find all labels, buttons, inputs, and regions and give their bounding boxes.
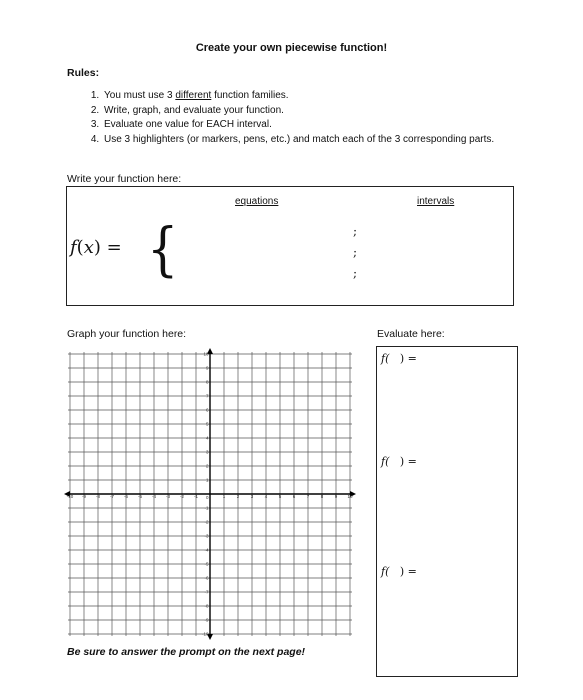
y-tick-label: 8: [205, 379, 209, 385]
y-tick-label: -8: [204, 603, 209, 609]
x-tick-label: 1: [222, 494, 226, 499]
rule-item: 1. You must use 3 different function families.: [102, 89, 522, 104]
curly-brace: {: [147, 215, 179, 283]
x-tick-label: 7: [306, 494, 310, 499]
x-tick-label: -10: [66, 494, 74, 499]
y-tick-label: -6: [204, 575, 209, 581]
evaluate-item: f( ) =: [381, 455, 417, 468]
y-tick-label: 3: [205, 449, 209, 455]
x-tick-label: -6: [123, 494, 129, 499]
page-title: Create your own piecewise function!: [195, 42, 388, 54]
y-tick-label: 1: [205, 477, 209, 483]
x-tick-label: 9: [334, 494, 338, 499]
footer-note: Be sure to answer the prompt on the next page!: [67, 646, 306, 658]
y-tick-label: -1: [204, 505, 209, 511]
x-tick-label: -5: [137, 494, 143, 499]
x-tick-label: 2: [236, 494, 240, 499]
y-tick-label: 4: [205, 435, 209, 441]
y-tick-label: 10: [203, 351, 209, 357]
equations-header: equations: [235, 196, 279, 207]
rule-item: 2. Write, graph, and evaluate your function.: [102, 104, 522, 119]
graph-label: Graph your function here:: [67, 328, 187, 340]
y-tick-label: -5: [204, 561, 209, 567]
function-label: f(x) =: [70, 237, 122, 258]
x-tick-label: -2: [179, 494, 185, 499]
x-tick-label: 6: [292, 494, 296, 499]
interval-separator: ;: [353, 224, 358, 238]
y-tick-label: -4: [204, 547, 209, 553]
coordinate-grid[interactable]: [64, 348, 356, 640]
x-tick-label: 8: [320, 494, 324, 499]
rules-list: [74, 89, 522, 147]
x-tick-label: -8: [95, 494, 101, 499]
rules-heading: Rules:: [67, 67, 100, 79]
origin-label: 0: [205, 495, 209, 500]
x-tick-label: -9: [81, 494, 87, 499]
y-tick-label: -9: [204, 617, 209, 623]
x-tick-label: -1: [193, 494, 199, 499]
x-tick-label: 5: [278, 494, 282, 499]
evaluate-item: f( ) =: [381, 352, 417, 365]
y-tick-label: 2: [205, 463, 209, 469]
evaluate-item: f( ) =: [381, 565, 417, 578]
x-tick-label: -7: [109, 494, 115, 499]
y-tick-label: -2: [204, 519, 209, 525]
y-tick-label: -7: [204, 589, 209, 595]
intervals-header: intervals: [417, 196, 455, 207]
y-tick-label: 5: [205, 421, 209, 427]
x-tick-label: -4: [151, 494, 157, 499]
rule-item: 3. Evaluate one value for EACH interval.: [102, 118, 522, 133]
y-tick-label: -3: [204, 533, 209, 539]
y-tick-label: 6: [205, 407, 209, 413]
y-tick-label: 9: [205, 365, 209, 371]
y-tick-label: 7: [205, 393, 209, 399]
x-tick-label: 10: [347, 494, 353, 499]
function-box-label: Write your function here:: [67, 173, 182, 185]
evaluate-box[interactable]: [376, 346, 518, 677]
interval-separator: ;: [353, 245, 358, 259]
rule-item: 4. Use 3 highlighters (or markers, pens, etc.) and match each of the 3 corresponding parts.: [102, 133, 522, 148]
x-tick-label: 4: [264, 494, 268, 499]
x-tick-label: -3: [165, 494, 171, 499]
evaluate-label: Evaluate here:: [377, 328, 445, 340]
x-tick-label: 3: [250, 494, 254, 499]
y-tick-label: -10: [201, 631, 209, 637]
interval-separator: ;: [353, 266, 358, 280]
